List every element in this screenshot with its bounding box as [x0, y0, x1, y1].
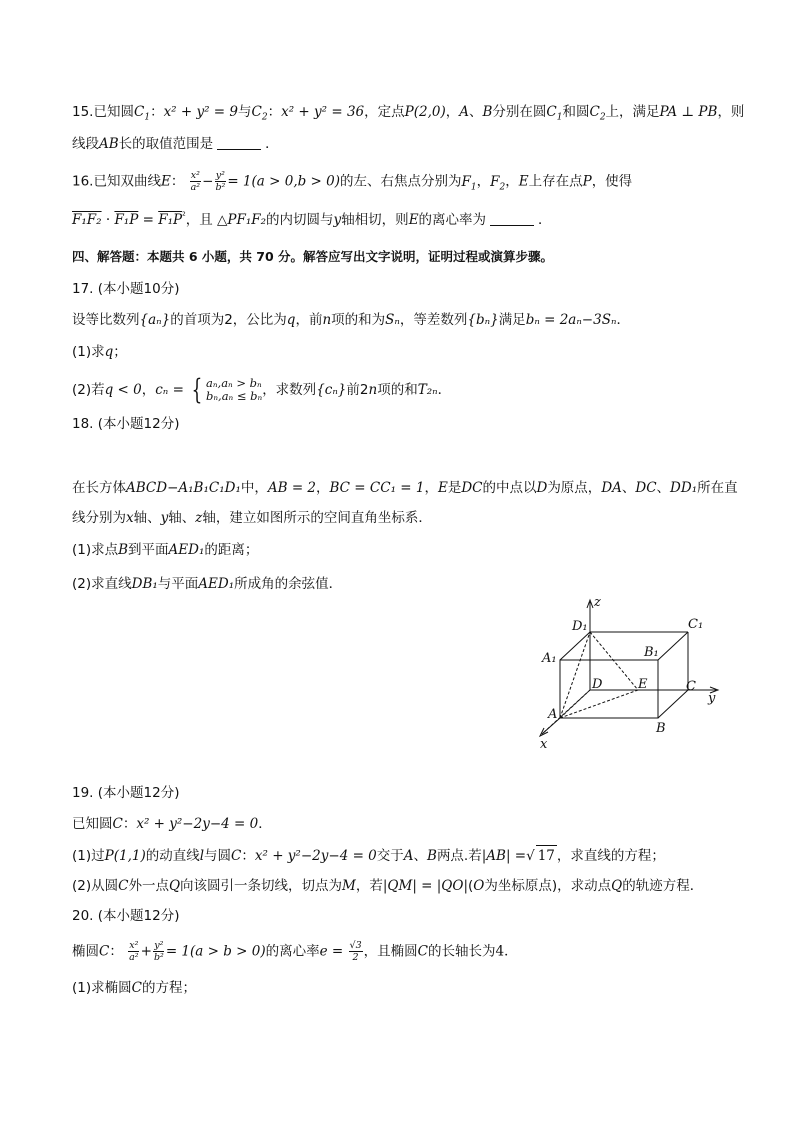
q19-part-2: (2)从圆C外一点Q向该圆引一条切线，切点为M，若|QM| = |QO|(O为坐标原点)，求动点Q的轨迹方程． [72, 878, 704, 894]
segment-AE [560, 690, 638, 718]
label-y: y [708, 691, 716, 706]
edge-BC [658, 690, 688, 718]
label-D1: D₁ [572, 619, 588, 634]
q15-line-1: 15.已知圆$C_1$：x² + y² = 9与$C_2$：x² + y² = 36，定点P(2,0)，A、B分别在圆$C_1$和圆$C_2$上，满足PA ⊥ PB，则 [72, 104, 745, 123]
q18-part-2: (2)求直线DB₁与平面AED₁所成角的余弦值． [72, 576, 343, 592]
label-D: D [592, 677, 603, 692]
label-z: z [594, 595, 601, 610]
q18-part-1: (1)求点B到平面AED₁的距离； [72, 542, 259, 558]
q16-line-2: $F_1F_2 \cdot F_1P = F_1P^{^2}$，且 △PF₁F₂的内切圆与y轴相切，则E的离心率为 ． [72, 211, 552, 228]
label-B: B [656, 721, 666, 736]
label-E: E [638, 677, 648, 692]
q17-part-1: (1)求q； [72, 344, 127, 360]
q18-line-2: 线分别为x轴、y轴、z轴，建立如图所示的空间直角坐标系． [72, 510, 432, 526]
q19-line-1: 已知圆C：x² + y²−2y−4 = 0． [72, 816, 272, 832]
section-heading: 四、解答题：本题共 6 小题，共 70 分。解答应写出文字说明，证明过程或演算步骤。 [72, 249, 554, 264]
label-A: A [548, 707, 558, 722]
q16-line-1: 16.已知双曲线E： $\frac{\text{x²}}{\text{a²}}$ − $\frac{\text{y²}}{\text{b²}}$ = 1(a > 0,b > 0)的左、右焦点分别为$F_1$，$F_2$，E上存在点P，使得 [72, 170, 633, 193]
label-C1: C₁ [688, 617, 704, 632]
q17-part-2: (2)若q < 0，cₙ = { aₙ,aₙ > bₙ bₙ,aₙ ≤ bₙ ，求数列{cₙ}前2n项的和T₂ₙ． [72, 373, 452, 406]
q19-part-1: (1)过P(1,1)的动直线l与圆C：x² + y²−2y−4 = 0交于A、B两点.若|AB| =√ 17 ，求直线的方程； [72, 845, 724, 866]
q18-heading: 18. (本小题12分) [72, 416, 180, 432]
label-A1: A₁ [542, 651, 557, 666]
q15-line-2: 线段AB长的取值范围是 ． [72, 136, 279, 152]
q17-line-1: 设等比数列{aₙ}的首项为2，公比为q，前n项的和为Sₙ，等差数列{bₙ}满足bₙ = 2aₙ−3Sₙ． [72, 312, 630, 328]
answer-blank [217, 135, 261, 150]
q20-line-1: 椭圆C： $\frac{\text{x²}}{\text{a²}}$ + $\frac{\text{y²}}{\text{b²}}$ = 1(a > b > 0)的离心率e = $\frac{√3}{2}$ ，且椭圆C的长轴长为4． [72, 940, 518, 963]
piecewise-cases: { aₙ,aₙ > bₙ bₙ,aₙ ≤ bₙ [191, 373, 263, 406]
label-x: x [540, 737, 548, 752]
q18-line-1: 在长方体ABCD−A₁B₁C₁D₁中，AB = 2，BC = CC₁ = 1，E是DC的中点以D为原点，DA、DC、DD₁所在直 [72, 480, 738, 496]
label-B1: B₁ [644, 645, 659, 660]
answer-blank [490, 211, 534, 226]
segment-AD1 [560, 632, 590, 718]
edge-B1C1 [658, 632, 688, 660]
q20-part-1: (1)求椭圆C的方程； [72, 980, 196, 996]
label-C: C [686, 679, 696, 694]
q17-heading: 17. (本小题10分) [72, 281, 180, 297]
cuboid-figure [528, 592, 728, 752]
q19-heading: 19. (本小题12分) [72, 785, 180, 801]
q20-heading: 20. (本小题12分) [72, 908, 180, 924]
